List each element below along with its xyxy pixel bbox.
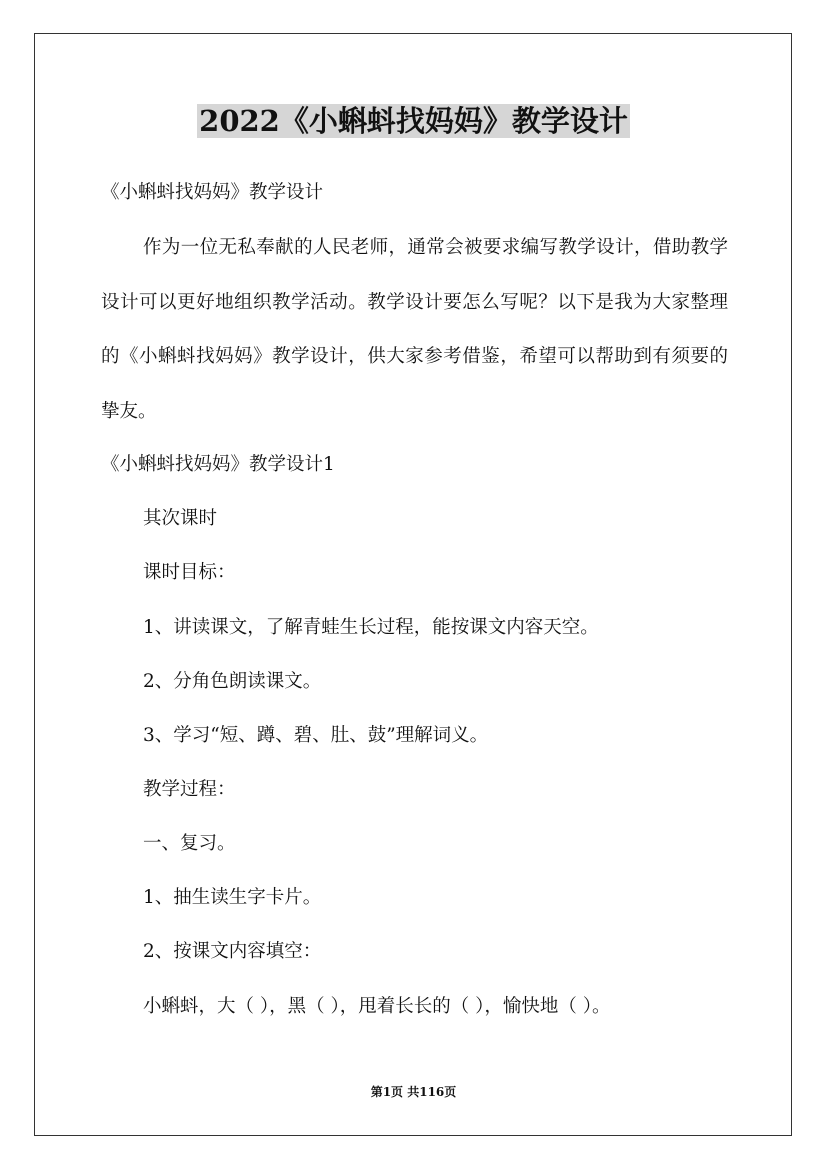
objective-item: 1、讲读课文，了解青蛙生长过程，能按课文内容天空。 [143,617,599,638]
intro-paragraph: 作为一位无私奉献的人民老师，通常会被要求编写教学设计，借助教学设计可以更好地组织教学活动。教学设计要怎么写呢？以下是我为大家整理的《小蝌蚪找妈妈》教学设计，供大家参考借鉴，希望可以帮助到有须要的挚友。 [101,237,728,422]
page-footer: 第1页 共116页 [370,1085,457,1099]
process-step: 1、抽生读生字卡片。 [143,887,322,908]
process-step: 2、按课文内容填空： [143,941,322,962]
document-subtitle: 《小蝌蚪找妈妈》教学设计 [101,182,324,203]
lesson-label: 其次课时 [143,508,218,529]
document-title: 2022《小蝌蚪找妈妈》教学设计 [199,104,628,138]
fill-blank-exercise: 小蝌蚪，大（ ），黑（ ），甩着长长的（ ），愉快地（ ）。 [143,996,611,1017]
section-heading: 《小蝌蚪找妈妈》教学设计1 [101,454,335,475]
process-label: 教学过程： [143,779,236,800]
objective-item: 2、分角色朗读课文。 [143,671,322,692]
objective-item: 3、学习“短、蹲、碧、肚、鼓”理解词义。 [143,725,489,746]
objectives-label: 课时目标： [143,562,236,583]
process-step: 一、复习。 [143,833,236,854]
